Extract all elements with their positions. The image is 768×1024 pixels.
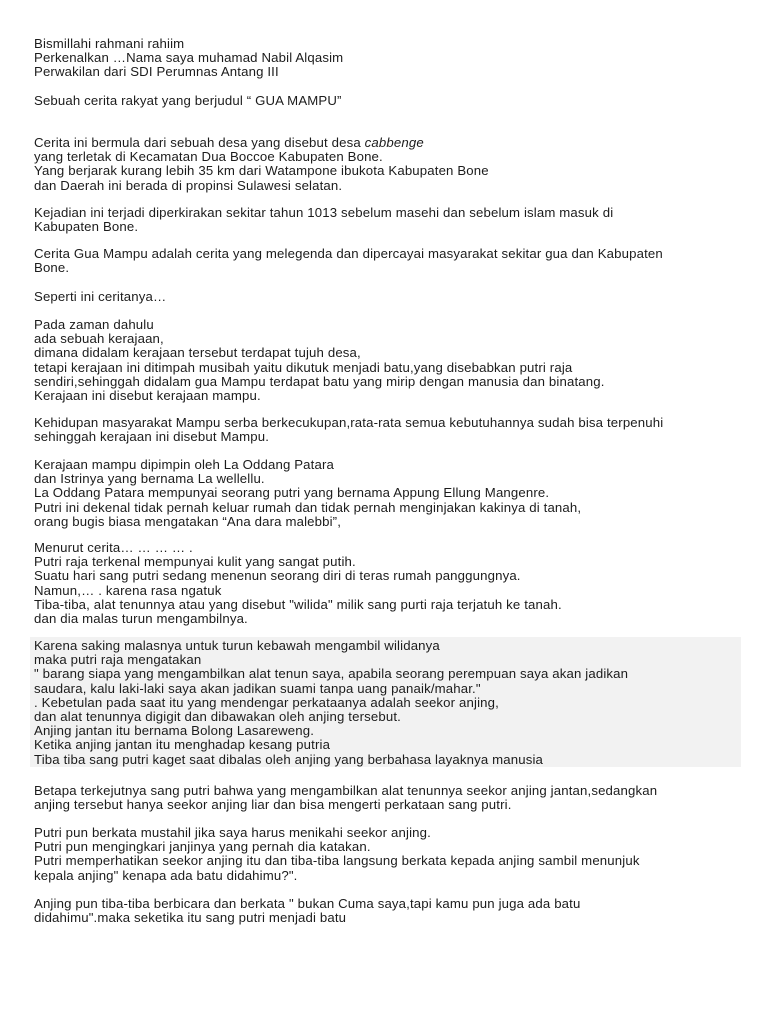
text-line: didahimu".maka seketika itu sang putri menjadi batu (34, 910, 347, 926)
text-line: Kerajaan mampu dipimpin oleh La Oddang Patara (34, 457, 334, 472)
text-line: Ketika anjing jantan itu menghadap kesang putria (34, 737, 331, 753)
text-line: dan Daerah ini berada di propinsi Sulawesi selatan. (34, 177, 343, 193)
text-line: Putri memperhatikan seekor anjing itu dan tiba-tiba langsung berkata kepada anjing sambil menunjuk (34, 853, 640, 869)
text-line: Putri pun berkata mustahil jika saya harus menikahi seekor anjing. (34, 825, 431, 840)
paragraph-6 (34, 416, 748, 444)
paragraph-9-highlighted (34, 639, 748, 767)
text-line: Karena saking malasnya untuk turun kebawah mengambil wilidanya (34, 638, 440, 653)
text-line: sehinggah kerajaan ini disebut Mampu. (34, 429, 270, 445)
text-line: Suatu hari sang putri sedang menenun seorang diri di teras rumah panggungnya. (34, 568, 521, 584)
paragraph-1 (34, 136, 748, 193)
text-line: ada sebuah kerajaan, (34, 331, 164, 347)
text-line: Tiba tiba sang putri kaget saat dibalas oleh anjing yang berbahasa layaknya manusia (34, 751, 544, 767)
text-line: Pada zaman dahulu (34, 317, 154, 332)
text-line: Anjing jantan itu bernama Bolong Lasareweng. (34, 723, 315, 739)
text-line: Kabupaten Bone. (34, 219, 139, 235)
text-line: dimana didalam kerajaan tersebut terdapat tujuh desa, (34, 345, 361, 361)
text-line: yang terletak di Kecamatan Dua Boccoe Kabupaten Bone. (34, 149, 383, 165)
text-line: dan Istrinya yang bernama La wellellu. (34, 471, 265, 487)
paragraph-4 (34, 290, 748, 304)
text-line: Seperti ini ceritanya… (34, 289, 167, 304)
text-line: Cerita Gua Mampu adalah cerita yang melegenda dan dipercayai masyarakat sekitar gua dan Kabupaten (34, 246, 663, 261)
text-line: Anjing pun tiba-tiba berbicara dan berkata " bukan Cuma saya,tapi kamu pun juga ada batu (34, 896, 581, 911)
text-line: Putri ini dekenal tidak pernah keluar rumah dan tidak pernah menginjakan kakinya di tanah, (34, 499, 582, 515)
text-line: kepala anjing" kenapa ada batu didahimu?". (34, 867, 298, 883)
paragraph-8 (34, 541, 748, 626)
text-line: Perkenalkan …Nama saya muhamad Nabil Alqasim (34, 50, 344, 66)
text-line: Betapa terkejutnya sang putri bahwa yang mengambilkan alat tenunnya seekor anjing jantan,sedangkan (34, 783, 658, 798)
intro-paragraph (34, 37, 748, 80)
text-line: Namun,… . karena rasa ngatuk (34, 582, 222, 598)
paragraph-5 (34, 318, 748, 403)
text-line: dan alat tenunnya digigit dan dibawakan oleh anjing tersebut. (34, 708, 401, 724)
paragraph-11 (34, 826, 748, 883)
village-name-italic: cabbenge (364, 135, 424, 150)
paragraph-3 (34, 247, 748, 275)
text-line: tetapi kerajaan ini ditimpah musibah yaitu dikutuk menjadi batu,yang disebabkan putri raja (34, 359, 573, 375)
text-line: Kejadian ini terjadi diperkirakan sekitar tahun 1013 sebelum masehi dan sebelum islam masuk di (34, 205, 614, 220)
text-segment: Cerita ini bermula dari sebuah desa yang disebut desa (34, 135, 365, 150)
story-title-paragraph (34, 94, 748, 108)
text-line: dan dia malas turun mengambilnya. (34, 610, 248, 626)
text-line: orang bugis biasa mengatakan “Ana dara malebbi”, (34, 513, 342, 529)
text-line: Menurut cerita… … … … . (34, 540, 193, 555)
text-line: Bismillahi rahmani rahiim (34, 36, 185, 51)
text-line: sendiri,sehinggah didalam gua Mampu terdapat batu yang mirip dengan manusia dan binatang. (34, 373, 605, 389)
text-line: . Kebetulan pada saat itu yang mendengar perkataanya adalah seekor anjing, (34, 694, 499, 710)
paragraph-2 (34, 206, 748, 234)
text-line: Perwakilan dari SDI Perumnas Antang III (34, 64, 279, 80)
story-title: Sebuah cerita rakyat yang berjudul “ GUA MAMPU” (34, 93, 342, 108)
paragraph-12 (34, 897, 748, 925)
text-line: Yang berjarak kurang lebih 35 km dari Watampone ibukota Kabupaten Bone (34, 163, 489, 179)
text-line: anjing tersebut hanya seekor anjing liar dan bisa mengerti perkataan sang putri. (34, 797, 512, 813)
text-line: Putri pun mengingkari janjinya yang pernah dia katakan. (34, 839, 371, 855)
text-line: Tiba-tiba, alat tenunnya atau yang disebut "wilida" milik sang purti raja terjatuh ke tanah. (34, 596, 562, 612)
text-line: Bone. (34, 260, 70, 276)
text-line: Putri raja terkenal mempunyai kulit yang sangat putih. (34, 554, 356, 570)
text-line (34, 136, 748, 150)
paragraph-7 (34, 458, 748, 529)
text-line: maka putri raja mengatakan (34, 652, 202, 668)
text-line: Kehidupan masyarakat Mampu serba berkecukupan,rata-rata semua kebutuhannya sudah bisa terpenuhi (34, 415, 664, 430)
text-line: " barang siapa yang mengambilkan alat tenun saya, apabila seorang perempuan saya akan jadikan (34, 666, 629, 682)
text-line: saudara, kalu laki-laki saya akan jadikan suami tanpa uang panaik/mahar." (34, 680, 481, 696)
text-line: La Oddang Patara mempunyai seorang putri yang bernama Appung Ellung Mangenre. (34, 485, 550, 501)
text-line: Kerajaan ini disebut kerajaan mampu. (34, 387, 261, 403)
paragraph-10 (34, 784, 748, 812)
